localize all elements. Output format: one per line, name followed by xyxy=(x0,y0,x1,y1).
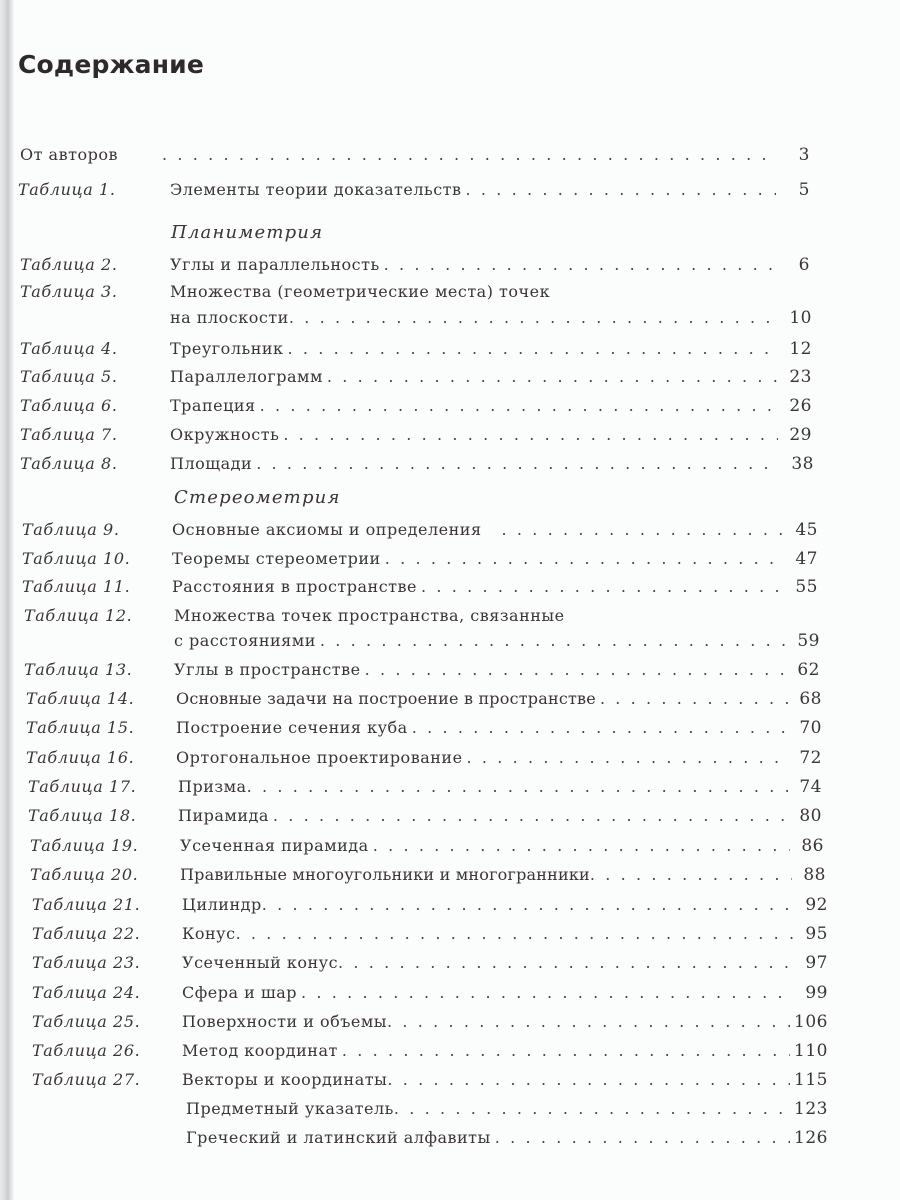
toc-table-label: Таблица 21. xyxy=(32,895,141,914)
toc-page-number: 123 xyxy=(794,1099,828,1119)
toc-table-label: Таблица 19. xyxy=(30,836,139,855)
leader-dots xyxy=(365,657,786,683)
page-title: Содержание xyxy=(18,50,205,79)
toc-entry-text: Основные аксиомы и определения xyxy=(172,520,482,539)
toc-table-label: Таблица 13. xyxy=(24,660,133,679)
toc-entry-text: Окружность xyxy=(170,425,280,444)
toc-table-label: Таблица 17. xyxy=(28,777,137,796)
toc-entry-text: Теоремы стереометрии xyxy=(172,549,381,568)
toc-page-number: 95 xyxy=(805,924,828,944)
toc-entry-table-23[interactable] xyxy=(32,950,828,976)
toc-page-number: 80 xyxy=(799,806,822,826)
toc-page-number: 23 xyxy=(789,367,812,387)
toc-entry-text: Множества точек пространства, связанные xyxy=(174,606,565,625)
toc-table-label: Таблица 6. xyxy=(20,396,118,415)
toc-entry-text-continued: с расстояниями xyxy=(174,631,316,650)
leader-dots xyxy=(162,142,776,168)
toc-entry-text: Множества (геометрические места) точек xyxy=(170,282,551,301)
leader-dots xyxy=(384,252,776,278)
toc-entry-table-8[interactable] xyxy=(20,451,814,477)
toc-entry-table-14[interactable] xyxy=(26,686,822,712)
toc-entry-table-7[interactable] xyxy=(20,422,812,448)
toc-table-label: Таблица 15. xyxy=(26,718,135,737)
toc-entry-table-1[interactable] xyxy=(18,177,810,203)
toc-entry-table-20[interactable] xyxy=(30,862,826,888)
toc-entry-text: Греческий и латинский алфавиты xyxy=(186,1128,491,1147)
section-heading-planimetry: Планиметрия xyxy=(171,222,324,243)
toc-entry-table-16[interactable] xyxy=(26,745,822,771)
leader-dots xyxy=(600,686,788,712)
leader-dots xyxy=(412,715,788,741)
toc-table-label: Таблица 20. xyxy=(30,865,139,884)
toc-page-number: 72 xyxy=(799,748,822,768)
leader-dots xyxy=(495,1125,790,1151)
toc-entry-table-11[interactable] xyxy=(22,574,818,600)
toc-table-label: Таблица 3. xyxy=(20,282,118,301)
toc-page-number: 88 xyxy=(803,865,826,885)
toc-table-label: Таблица 24. xyxy=(32,983,141,1002)
toc-page-number: 6 xyxy=(798,255,810,275)
toc-table-label: Таблица 26. xyxy=(32,1041,141,1060)
leader-dots xyxy=(342,1038,790,1064)
toc-entry-text: Элементы теории доказательств xyxy=(170,180,462,199)
toc-table-label: Таблица 27. xyxy=(32,1070,141,1089)
toc-entry-alphabets[interactable] xyxy=(186,1125,828,1151)
toc-page-number: 38 xyxy=(791,454,814,474)
page-binding-edge xyxy=(0,0,14,1200)
toc-page-number: 99 xyxy=(805,983,828,1003)
toc-page-number: 45 xyxy=(795,520,818,540)
toc-entry-text: Правильные многоугольники и многогранники xyxy=(180,865,590,884)
toc-entry-table-24[interactable] xyxy=(32,980,828,1006)
leader-dots xyxy=(301,980,794,1006)
toc-page-number: 92 xyxy=(805,895,828,915)
toc-page-number: 110 xyxy=(794,1041,828,1061)
toc-table-label: Таблица 9. xyxy=(22,520,120,539)
toc-entry-table-25[interactable] xyxy=(32,1009,828,1035)
toc-entry-text: Ортогональное проектирование xyxy=(176,748,463,767)
leader-dots xyxy=(394,1096,790,1122)
leader-dots xyxy=(338,950,794,976)
toc-table-label: Таблица 5. xyxy=(20,367,118,386)
toc-table-label: Таблица 2. xyxy=(20,255,118,274)
toc-table-label: Таблица 14. xyxy=(26,689,135,708)
toc-entry-text: Построение сечения куба xyxy=(176,718,408,737)
toc-entry-text: Усеченный конус xyxy=(182,953,339,972)
toc-entry-table-10[interactable] xyxy=(22,546,818,572)
toc-entry-text: Углы и параллельность xyxy=(170,255,380,274)
leader-dots xyxy=(262,892,794,918)
toc-page-number: 59 xyxy=(797,631,820,651)
leader-dots xyxy=(421,574,784,600)
toc-page-number: 55 xyxy=(795,577,818,597)
toc-page-number: 74 xyxy=(799,777,822,797)
toc-page-number: 115 xyxy=(794,1070,828,1090)
toc-page-number: 26 xyxy=(789,396,812,416)
toc-entry-text: Цилиндр xyxy=(182,895,262,914)
toc-entry-text: Трапеция xyxy=(170,396,256,415)
leader-dots xyxy=(283,422,778,448)
toc-page-number: 10 xyxy=(789,308,812,328)
leader-dots xyxy=(320,628,786,654)
toc-entry-text: Расстояния в пространстве xyxy=(172,577,417,596)
toc-page-number: 3 xyxy=(798,145,810,165)
leader-dots xyxy=(387,1009,790,1035)
toc-entry-table-4[interactable] xyxy=(20,336,812,362)
toc-page-number: 97 xyxy=(805,953,828,973)
toc-entry-text: Призма xyxy=(178,777,247,796)
toc-entry-intro[interactable] xyxy=(20,142,810,168)
toc-entry-text-continued: на плоскости xyxy=(170,308,289,327)
toc-entry-table-21[interactable] xyxy=(32,892,828,918)
toc-entry-text: Сфера и шар xyxy=(182,983,298,1002)
toc-page-number: 29 xyxy=(789,425,812,445)
toc-entry-table-2[interactable] xyxy=(20,252,810,278)
toc-entry-table-26[interactable] xyxy=(32,1038,828,1064)
leader-dots xyxy=(289,305,778,331)
toc-entry-text: Углы в пространстве xyxy=(174,660,361,679)
toc-page-number: 47 xyxy=(795,549,818,569)
toc-page-number: 126 xyxy=(794,1128,828,1148)
toc-entry-text: Треугольник xyxy=(170,339,284,358)
leader-dots xyxy=(385,546,784,572)
leader-dots xyxy=(466,177,776,203)
toc-entry-table-5[interactable] xyxy=(20,364,812,390)
toc-entry-table-19[interactable] xyxy=(30,833,824,859)
leader-dots xyxy=(590,862,792,888)
toc-table-label: Таблица 7. xyxy=(20,425,118,444)
toc-entry-text: Предметный указатель xyxy=(186,1099,394,1118)
toc-table-label: Таблица 10. xyxy=(22,549,131,568)
leader-dots xyxy=(273,803,788,829)
toc-entry-table-18[interactable] xyxy=(28,803,822,829)
toc-entry-table-12[interactable] xyxy=(24,603,820,657)
leader-dots xyxy=(502,517,784,543)
toc-table-label: Таблица 1. xyxy=(18,180,116,199)
toc-entry-text: Конус xyxy=(182,924,236,943)
toc-table-label: Таблица 23. xyxy=(32,953,141,972)
toc-entry-text: Усеченная пирамида xyxy=(180,836,369,855)
leader-dots xyxy=(467,745,788,771)
leader-dots xyxy=(247,774,788,800)
toc-page-number: 62 xyxy=(797,660,820,680)
toc-entry-subject-index[interactable] xyxy=(186,1096,828,1122)
toc-entry-table-3[interactable] xyxy=(20,279,812,333)
toc-table-label: Таблица 8. xyxy=(20,454,118,473)
toc-entry-table-9[interactable] xyxy=(22,517,818,543)
toc-table-label: Таблица 12. xyxy=(24,606,133,625)
leader-dots xyxy=(288,336,778,362)
leader-dots xyxy=(256,451,780,477)
leader-dots xyxy=(373,833,790,859)
toc-entry-text: Пирамида xyxy=(178,806,269,825)
toc-page-number: 106 xyxy=(794,1012,828,1032)
toc-entry-table-22[interactable] xyxy=(32,921,828,947)
toc-table-label: Таблица 16. xyxy=(26,748,135,767)
toc-entry-text: Поверхности и объемы xyxy=(182,1012,388,1031)
leader-dots xyxy=(236,921,794,947)
leader-dots xyxy=(387,1067,790,1093)
toc-table-label: Таблица 11. xyxy=(22,577,131,596)
toc-page-number: 12 xyxy=(789,339,812,359)
toc-page-number: 70 xyxy=(799,718,822,738)
toc-table-label: Таблица 22. xyxy=(32,924,141,943)
toc-entry-table-15[interactable] xyxy=(26,715,822,741)
toc-entry-text: Метод координат xyxy=(182,1041,338,1060)
toc-entry-text: Основные задачи на построение в пространстве xyxy=(176,689,596,708)
toc-page-number: 86 xyxy=(801,836,824,856)
leader-dots xyxy=(327,364,778,390)
toc-entry-text: Векторы и координаты xyxy=(182,1070,388,1089)
section-heading-stereometry: Стереометрия xyxy=(174,487,341,508)
leader-dots xyxy=(260,393,778,419)
toc-entry-text: Параллелограмм xyxy=(170,367,323,386)
toc-entry-table-27[interactable] xyxy=(32,1067,828,1093)
toc-page-number: 68 xyxy=(799,689,822,709)
toc-table-label: Таблица 18. xyxy=(28,806,137,825)
toc-page-number: 5 xyxy=(798,180,810,200)
toc-entry-text: Площади xyxy=(170,454,253,473)
toc-table-label: Таблица 4. xyxy=(20,339,118,358)
toc-entry-text: От авторов xyxy=(20,145,118,164)
toc-entry-table-17[interactable] xyxy=(28,774,822,800)
toc-table-label: Таблица 25. xyxy=(32,1012,141,1031)
toc-entry-table-13[interactable] xyxy=(24,657,820,683)
toc-entry-table-6[interactable] xyxy=(20,393,812,419)
